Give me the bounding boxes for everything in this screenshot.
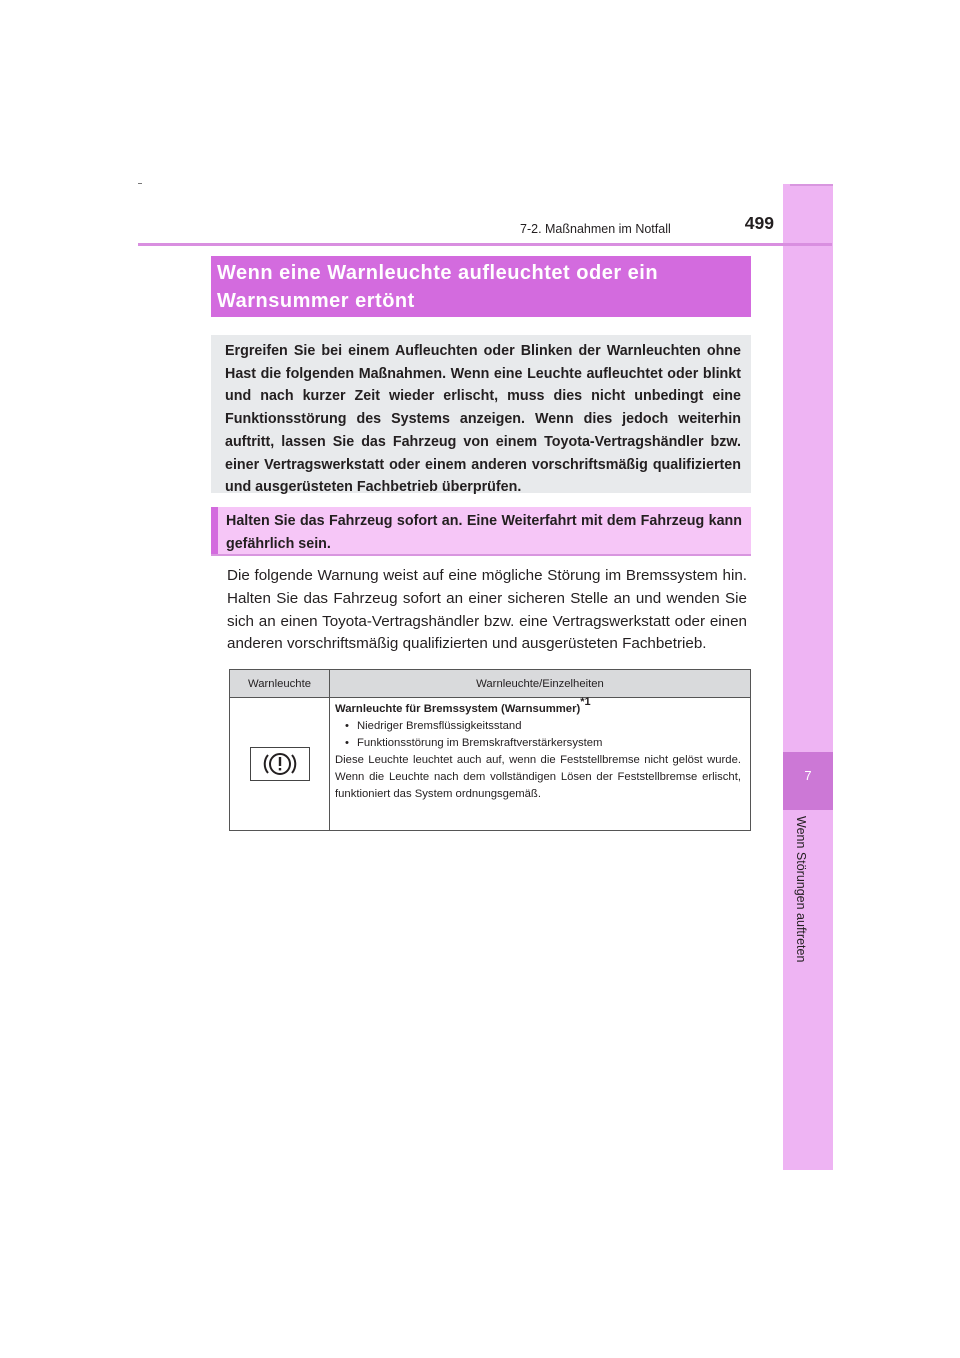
brake-system-warning-icon xyxy=(250,747,310,781)
body-paragraph: Die folgende Warnung weist auf eine mögliche Störung im Bremssystem hin. Halten Sie das Fahrzeug sofort an einer sicheren Stelle an und wenden Sie sich an einen Toyota-Vertragshändler bzw. eine Vertragswerkstatt oder einen anderen vorschriftsmäßig qualifizierten und ausgerüsteten Fachbetrieb. xyxy=(227,567,747,653)
list-item: • Funktionsstörung im Bremskraftverstärkersystem xyxy=(345,737,603,749)
icon-cell xyxy=(230,698,330,831)
page-title: Wenn eine Warnleuchte aufleuchtet oder ein Warnsummer ertönt xyxy=(217,262,659,312)
warning-box-text: Halten Sie das Fahrzeug sofort an. Eine Weiterfahrt mit dem Fahrzeug kann gefährlich sein. xyxy=(226,513,742,552)
warning-light-note: Diese Leuchte leuchtet auch auf, wenn die Feststellbremse nicht gelöst wurde. Wenn die Leuchte nach dem vollständigen Lösen der Feststellbremse erlischt, funktioniert das System ordnungsgemäß. xyxy=(335,754,741,800)
details-cell xyxy=(330,698,751,831)
warning-light-table xyxy=(229,669,751,831)
chapter-title: Wenn Störungen auftreten xyxy=(794,816,808,963)
page-number: 499 xyxy=(744,213,774,233)
header-mark xyxy=(138,183,142,184)
footnote-marker: *1 xyxy=(580,696,591,709)
side-tab-top-line xyxy=(790,184,833,186)
warning-box-accent xyxy=(211,507,218,554)
table-header-row xyxy=(230,670,751,698)
column-header-details: Warnleuchte/Einzelheiten xyxy=(330,670,751,698)
list-item: • Niedriger Bremsflüssigkeitsstand xyxy=(345,720,522,732)
table-row xyxy=(230,698,751,831)
header-rule xyxy=(138,243,832,246)
info-box-text: Ergreifen Sie bei einem Aufleuchten oder Blinken der Warnleuchten ohne Hast die folgenden Maßnahmen. Wenn eine Leuchte aufleuchtet oder blinkt und nach kurzer Zeit wieder erlischt, muss dies nicht unbedingt eine Funktionsstörung des Systems anzeigen. Wenn dies jedoch weiterhin auftritt, lassen Sie das Fahrzeug von einem Toyota-Vertragshändler bzw. einer Vertragswerkstatt oder einem anderen vorschriftsmäßig qualifizierten und ausgerüsteten Fachbetrieb überprüfen. xyxy=(225,343,741,496)
chapter-number: 7 xyxy=(804,768,812,783)
side-tab-strip xyxy=(783,184,833,1170)
column-header-warning-light: Warnleuchte xyxy=(230,670,330,698)
section-label: 7-2. Maßnahmen im Notfall xyxy=(520,222,671,236)
warning-light-title: Warnleuchte für Bremssystem (Warnsummer)$^{*1}$ xyxy=(335,696,591,715)
